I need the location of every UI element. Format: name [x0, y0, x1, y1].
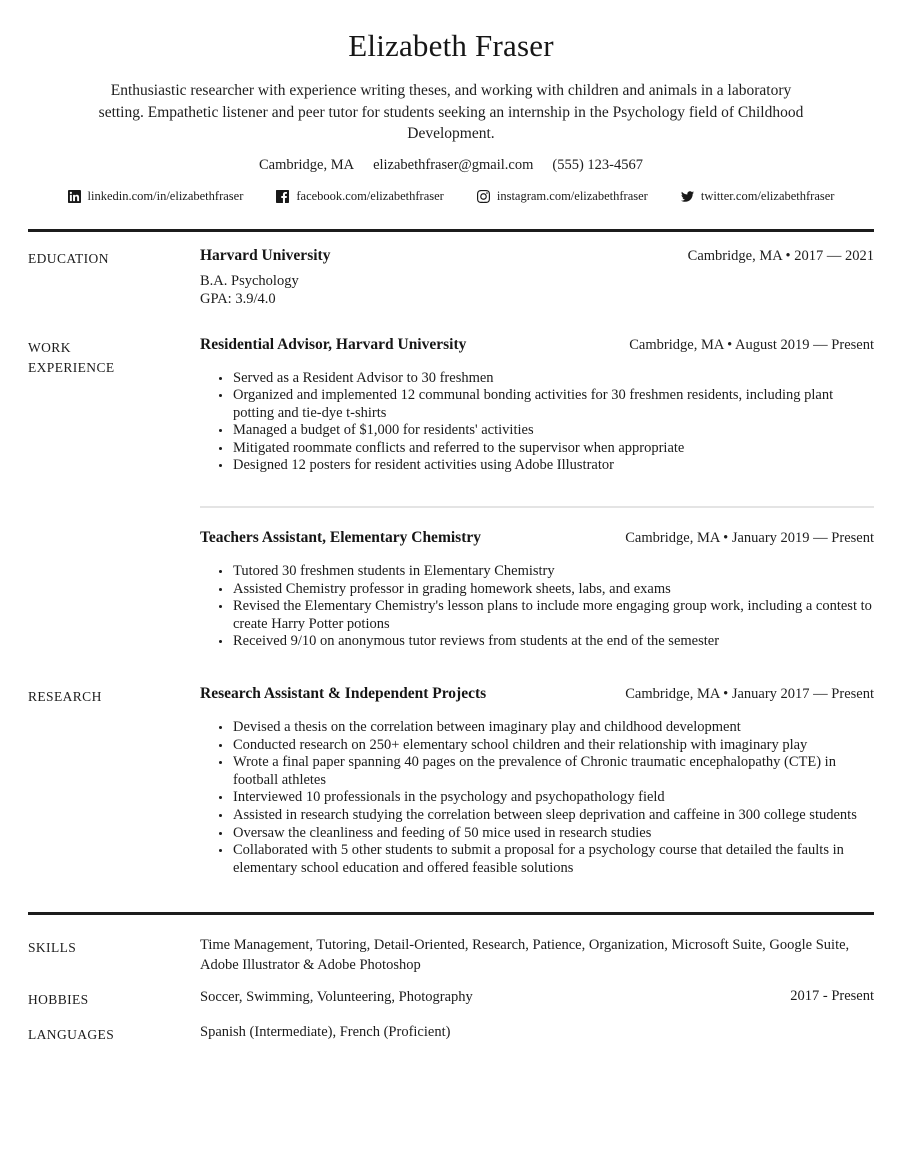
linkedin-icon [68, 190, 81, 203]
hobbies-text: Soccer, Swimming, Volunteering, Photography [200, 989, 473, 1006]
entry-divider [200, 506, 874, 508]
languages-text: Spanish (Intermediate), French (Proficient) [200, 1024, 451, 1041]
entry-title: Harvard University [200, 246, 331, 264]
entry-meta: Cambridge, MA • August 2019 — Present [629, 336, 874, 353]
contact-row [28, 157, 874, 174]
social-row [28, 189, 874, 204]
languages-row [28, 1023, 874, 1045]
section-label-skills: SKILLS [28, 940, 77, 956]
education-gpa: GPA: 3.9/4.0 [200, 290, 276, 307]
entry-header [200, 247, 874, 265]
entry-title: Residential Advisor, Harvard University [200, 335, 467, 353]
twitter-icon [681, 190, 694, 203]
section-label-hobbies: HOBBIES [28, 992, 89, 1008]
bullet-item: • Organized and implemented 12 communal bonding activities for 30 freshmen residents, including plant potting and tie-dye t-shirts [232, 387, 874, 422]
facebook-icon [276, 190, 289, 203]
bottom-block [28, 936, 874, 1045]
social-link-label: facebook.com/elizabethfraser [296, 188, 444, 203]
section-label-education: EDUCATION [28, 250, 109, 266]
header-divider [28, 229, 874, 232]
bullet-item: • Collaborated with 5 other students to submit a proposal for a psychology course that detailed the faults in elementary school education and offered feasible solutions [232, 842, 874, 877]
resume-header [28, 28, 874, 204]
education-details [200, 272, 874, 308]
bullet-item: • Managed a budget of $1,000 for residents' activities [232, 422, 874, 440]
contact-location: Cambridge, MA [259, 156, 355, 173]
contact-phone: (555) 123-4567 [552, 156, 643, 173]
social-link-facebook [276, 189, 444, 204]
entry-meta: Cambridge, MA • January 2019 — Present [625, 530, 874, 547]
bullet-item: • Revised the Elementary Chemistry's lesson plans to include more engaging group work, including a contest to create Harry Potter potions [232, 598, 874, 633]
bullet-item: • Oversaw the cleanliness and feeding of 50 mice used in research studies [232, 825, 874, 843]
summary-text: Enthusiastic researcher with experience writing theses, and working with children and animals in a laboratory setting. Empathetic listener and peer tutor for students seeking an internship in the Psychology field of Childhood Development. [98, 82, 804, 142]
social-link-label: twitter.com/elizabethfraser [700, 188, 835, 203]
entry-header [200, 529, 874, 547]
education-degree: B.A. Psychology [200, 272, 299, 289]
bullet-list [200, 563, 874, 651]
research-body [200, 685, 874, 877]
bullet-item: • Conducted research on 250+ elementary school children and their relationship with imaginary play [232, 737, 874, 755]
entry-header [200, 685, 874, 703]
bullet-item: • Designed 12 posters for resident activities using Adobe Illustrator [232, 457, 874, 475]
research-entry [200, 685, 874, 877]
entry-header [200, 336, 874, 354]
bullet-list [200, 370, 874, 476]
instagram-icon [477, 190, 490, 203]
hobbies-row [28, 988, 874, 1010]
work-body [200, 336, 874, 652]
social-link-linkedin [68, 189, 244, 204]
entry-meta: Cambridge, MA • 2017 — 2021 [687, 247, 874, 264]
bullet-item: • Devised a thesis on the correlation between imaginary play and childhood development [232, 719, 874, 737]
skills-row [28, 936, 874, 975]
entry-title: Teachers Assistant, Elementary Chemistry [200, 529, 481, 547]
work-entry [200, 529, 874, 651]
bullet-item: • Mitigated roommate conflicts and referred to the supervisor when appropriate [232, 440, 874, 458]
bullet-item: • Tutored 30 freshmen students in Elementary Chemistry [232, 563, 874, 581]
entry-title: Research Assistant & Independent Projects [200, 685, 487, 703]
education-body [200, 247, 874, 308]
entry-meta: Cambridge, MA • January 2017 — Present [625, 686, 874, 703]
contact-email: elizabethfraser@gmail.com [373, 156, 534, 173]
section-education [28, 247, 874, 308]
section-label-languages: LANGUAGES [28, 1027, 115, 1043]
bullet-item: • Assisted in research studying the correlation between sleep deprivation and caffeine in 300 college students [232, 807, 874, 825]
bullet-item: • Served as a Resident Advisor to 30 freshmen [232, 370, 874, 388]
bullet-list [200, 719, 874, 877]
bullet-item: • Assisted Chemistry professor in grading homework sheets, labs, and exams [232, 581, 874, 599]
bullet-item: • Interviewed 10 professionals in the psychology and psychopathology field [232, 789, 874, 807]
section-label-research: RESEARCH [28, 689, 102, 705]
social-link-label: instagram.com/elizabethfraser [496, 188, 648, 203]
section-work-experience [28, 336, 874, 652]
social-link-label: linkedin.com/in/elizabethfraser [87, 188, 244, 203]
section-label-work-experience: WORK EXPERIENCE [28, 339, 115, 375]
education-entry [200, 247, 874, 308]
section-research [28, 685, 874, 877]
work-entry [200, 336, 874, 476]
bullet-item: • Received 9/10 on anonymous tutor reviews from students at the end of the semester [232, 633, 874, 651]
bullet-item: • Wrote a final paper spanning 40 pages on the prevalence of Chronic traumatic encephalopathy (CTE) in football athletes [232, 754, 874, 789]
name-heading: Elizabeth Fraser [348, 28, 554, 63]
skills-text: Time Management, Tutoring, Detail-Oriented, Research, Patience, Organization, Microsoft Suite, Google Suite, Adobe Illustrator & Adobe Photoshop [200, 937, 850, 973]
hobbies-meta: 2017 - Present [790, 988, 874, 1005]
footer-divider [28, 912, 874, 915]
social-link-twitter [681, 189, 835, 204]
social-link-instagram [477, 189, 648, 204]
